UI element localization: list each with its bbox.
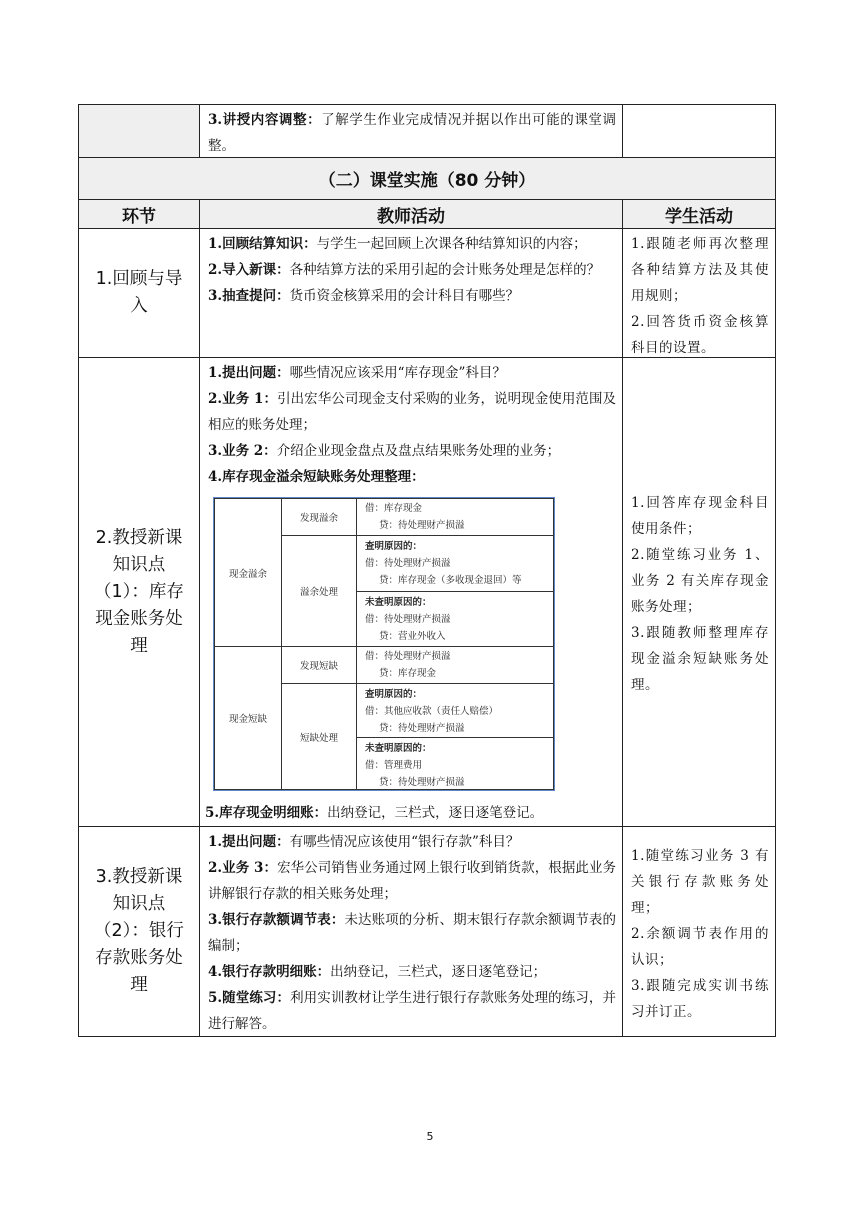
diagram-shortage-known-credit: 贷：待处理财产损溢 [379, 723, 465, 734]
section-title-text: （二）课堂实施（80 分钟） [318, 171, 536, 191]
row3-student-item-1: 1.随堂练习业务 3 有关银行存款账务处理； [631, 848, 769, 916]
row2-teacher-item-4 [208, 464, 616, 490]
diagram-surplus-label [214, 498, 282, 647]
diagram-surplus-handle-label-text: 溢余处理 [299, 587, 338, 598]
diagram-surplus-label-text: 现金溢余 [228, 568, 267, 580]
row2-student-item-3: 3.跟随教师整理库存现金溢余短缺账务处理。 [631, 625, 769, 693]
row1-student-item-1: 1.跟随老师再次整理各种结算方法及其使用规则； [631, 236, 769, 304]
header-teacher [199, 199, 623, 229]
row1-teacher-item-3 [208, 283, 616, 309]
row2-teacher-item-3-title: 3.业务 2： [208, 443, 277, 459]
row3-teacher-item-3-text: 未达账项的分析、期末银行存款余额调节表的编制； [208, 912, 617, 954]
diagram-shortage-handle-label [281, 683, 357, 790]
diagram-shortage-handle-label-text: 短缺处理 [299, 732, 338, 744]
header-stage [78, 199, 200, 229]
header-teacher-text: 教师活动 [377, 206, 445, 227]
diagram-surplus-unknown-credit: 贷：营业外收入 [379, 631, 446, 642]
row3-teacher-item-1-title: 1.提出问题： [208, 834, 290, 850]
diagram-shortage-label [214, 646, 282, 790]
diagram-shortage-unknown-debit: 借：管理费用 [365, 760, 423, 771]
row2-teacher-item-1-title: 1.提出问题： [208, 365, 290, 381]
row3-student-item-2: 2.余额调节表作用的认识； [631, 926, 769, 968]
row1-stage [78, 228, 200, 358]
row1-teacher-item-3-text: 货币资金核算采用的会计科目有哪些？ [289, 288, 520, 304]
row3-teacher-item-2-title: 2.业务 3： [208, 860, 278, 876]
top-row-student-cell [622, 104, 776, 158]
row1-teacher-item-1-title: 1.回顾结算知识： [208, 236, 317, 252]
diagram-shortage-found-label-text: 发现短缺 [299, 661, 338, 672]
diagram-surplus-unknown-entry [356, 591, 554, 647]
top-row-text: 了解学生作业完成情况并据以作出可能的课堂调整。 [208, 112, 617, 154]
header-student [622, 199, 776, 229]
header-student-text: 学生活动 [665, 206, 733, 227]
row3-teacher-item-1-text: 有哪些情况应该使用“银行存款”科目？ [289, 834, 520, 850]
row3-teacher-item-4-title: 4.银行存款明细账： [208, 964, 331, 980]
row2-teacher-item-1 [208, 360, 616, 386]
row3-teacher-item-4-text: 出纳登记，三栏式，逐日逐笔登记； [330, 964, 547, 980]
row3-teacher-item-3 [208, 907, 616, 959]
top-row-teacher-cell [199, 104, 623, 158]
diagram-shortage-found-entry [356, 646, 554, 684]
row3-student [622, 826, 776, 1037]
row3-teacher-item-5 [208, 985, 616, 1037]
row1-teacher [199, 228, 623, 358]
row1-student-item-2: 2.回答货币资金核算科目的设置。 [631, 314, 769, 356]
top-row-stage-cell [78, 104, 200, 158]
diagram-shortage-known-entry [356, 683, 554, 738]
diagram-surplus-found-label-text: 发现溢余 [299, 513, 338, 524]
diagram-shortage-unknown-entry [356, 737, 554, 790]
diagram-shortage-found-credit: 贷：库存现金 [379, 668, 437, 679]
row2-teacher-item-4-title: 4.库存现金溢余短缺账务处理整理： [208, 469, 425, 485]
diagram-surplus-known-head: 查明原因的： [365, 541, 423, 552]
row1-teacher-item-1-text: 与学生一起回顾上次课各种结算知识的内容； [316, 236, 587, 252]
diagram-shortage-known-debit: 借：其他应收款（责任人赔偿） [365, 706, 499, 717]
row2-stage [78, 357, 200, 827]
diagram-shortage-label-text: 现金短缺 [228, 714, 267, 725]
row3-teacher-item-2 [208, 855, 616, 907]
header-stage-text: 环节 [122, 206, 156, 227]
row2-teacher-item-3-text: 介绍企业现金盘点及盘点结果账务处理的业务； [276, 443, 561, 459]
row1-teacher-item-2 [208, 257, 616, 283]
row1-teacher-item-2-text: 各种结算方法的采用引起的会计账务处理是怎样的？ [289, 262, 601, 278]
diagram-shortage-known-head: 查明原因的： [365, 689, 423, 700]
row3-teacher-item-2-text: 宏华公司销售业务通过网上银行收到销货款，根据此业务讲解银行存款的相关账务处理； [208, 860, 617, 902]
row3-teacher [199, 826, 623, 1037]
row1-teacher-item-2-title: 2.导入新课： [208, 262, 290, 278]
row2-teacher-item-5-text: 出纳登记，三栏式，逐日逐笔登记。 [327, 805, 544, 821]
cash-diagram [213, 497, 555, 791]
diagram-surplus-unknown-debit: 借：待处理财产损溢 [365, 614, 451, 625]
row2-student-item-1: 1.回答库存现金科目使用条件； [631, 495, 769, 537]
diagram-surplus-known-debit: 借：待处理财产损溢 [365, 558, 451, 569]
page-number: 5 [426, 1130, 434, 1143]
row3-teacher-item-3-title: 3.银行存款额调节表： [208, 912, 345, 928]
row2-teacher-item-1-text: 哪些情况应该采用“库存现金”科目？ [289, 365, 506, 381]
row2-student [622, 357, 776, 827]
row3-student-item-3: 3.跟随完成实训书练习并订正。 [631, 978, 769, 1020]
row1-student [622, 228, 776, 358]
row3-stage [78, 826, 200, 1037]
diagram-surplus-found-entry [356, 498, 554, 536]
row1-stage-text: 1.回顾与导入 [95, 269, 183, 316]
diagram-surplus-found-credit: 贷：待处理财产损溢 [379, 520, 465, 531]
diagram-surplus-known-credit: 贷：库存现金（多收现金退回）等 [379, 575, 522, 586]
diagram-shortage-found-debit: 借：待处理财产损溢 [365, 651, 451, 662]
row2-teacher-item-5 [205, 800, 615, 826]
diagram-surplus-found-debit: 借：库存现金 [365, 503, 423, 514]
row2-teacher-item-5-title: 5.库存现金明细账： [205, 805, 328, 821]
diagram-shortage-found-label [281, 646, 357, 684]
row2-teacher-item-2-title: 2.业务 1： [208, 391, 278, 407]
row2-stage-text: 2.教授新课知识点（1）：库存现金账务处理 [94, 527, 184, 656]
diagram-surplus-known-entry [356, 535, 554, 592]
row2-teacher-item-3 [208, 438, 616, 464]
diagram-shortage-unknown-head: 未查明原因的： [365, 743, 432, 754]
row1-teacher-item-1 [208, 231, 616, 257]
section-title [78, 157, 776, 200]
diagram-surplus-handle-label [281, 535, 357, 647]
row2-teacher-item-2-text: 引出宏华公司现金支付采购的业务，说明现金使用范围及相应的账务处理； [208, 391, 617, 433]
diagram-surplus-found-label [281, 498, 357, 536]
row2-teacher-item-2 [208, 386, 616, 438]
diagram-surplus-unknown-head: 未查明原因的： [365, 597, 432, 608]
row3-stage-text: 3.教授新课知识点（2）：银行存款账务处理 [94, 867, 184, 995]
top-row-title: 3.讲授内容调整： [208, 112, 322, 128]
row3-teacher-item-1 [208, 829, 616, 855]
row3-teacher-item-5-text: 利用实训教材让学生进行银行存款账务处理的练习，并进行解答。 [208, 990, 617, 1032]
row3-teacher-item-4 [208, 959, 616, 985]
row1-teacher-item-3-title: 3.抽查提问： [208, 288, 290, 304]
row3-teacher-item-5-title: 5.随堂练习： [208, 990, 291, 1006]
row2-student-item-2: 2.随堂练习业务 1、业务 2 有关库存现金账务处理； [631, 547, 769, 615]
diagram-shortage-unknown-credit: 贷：待处理财产损溢 [379, 777, 465, 788]
